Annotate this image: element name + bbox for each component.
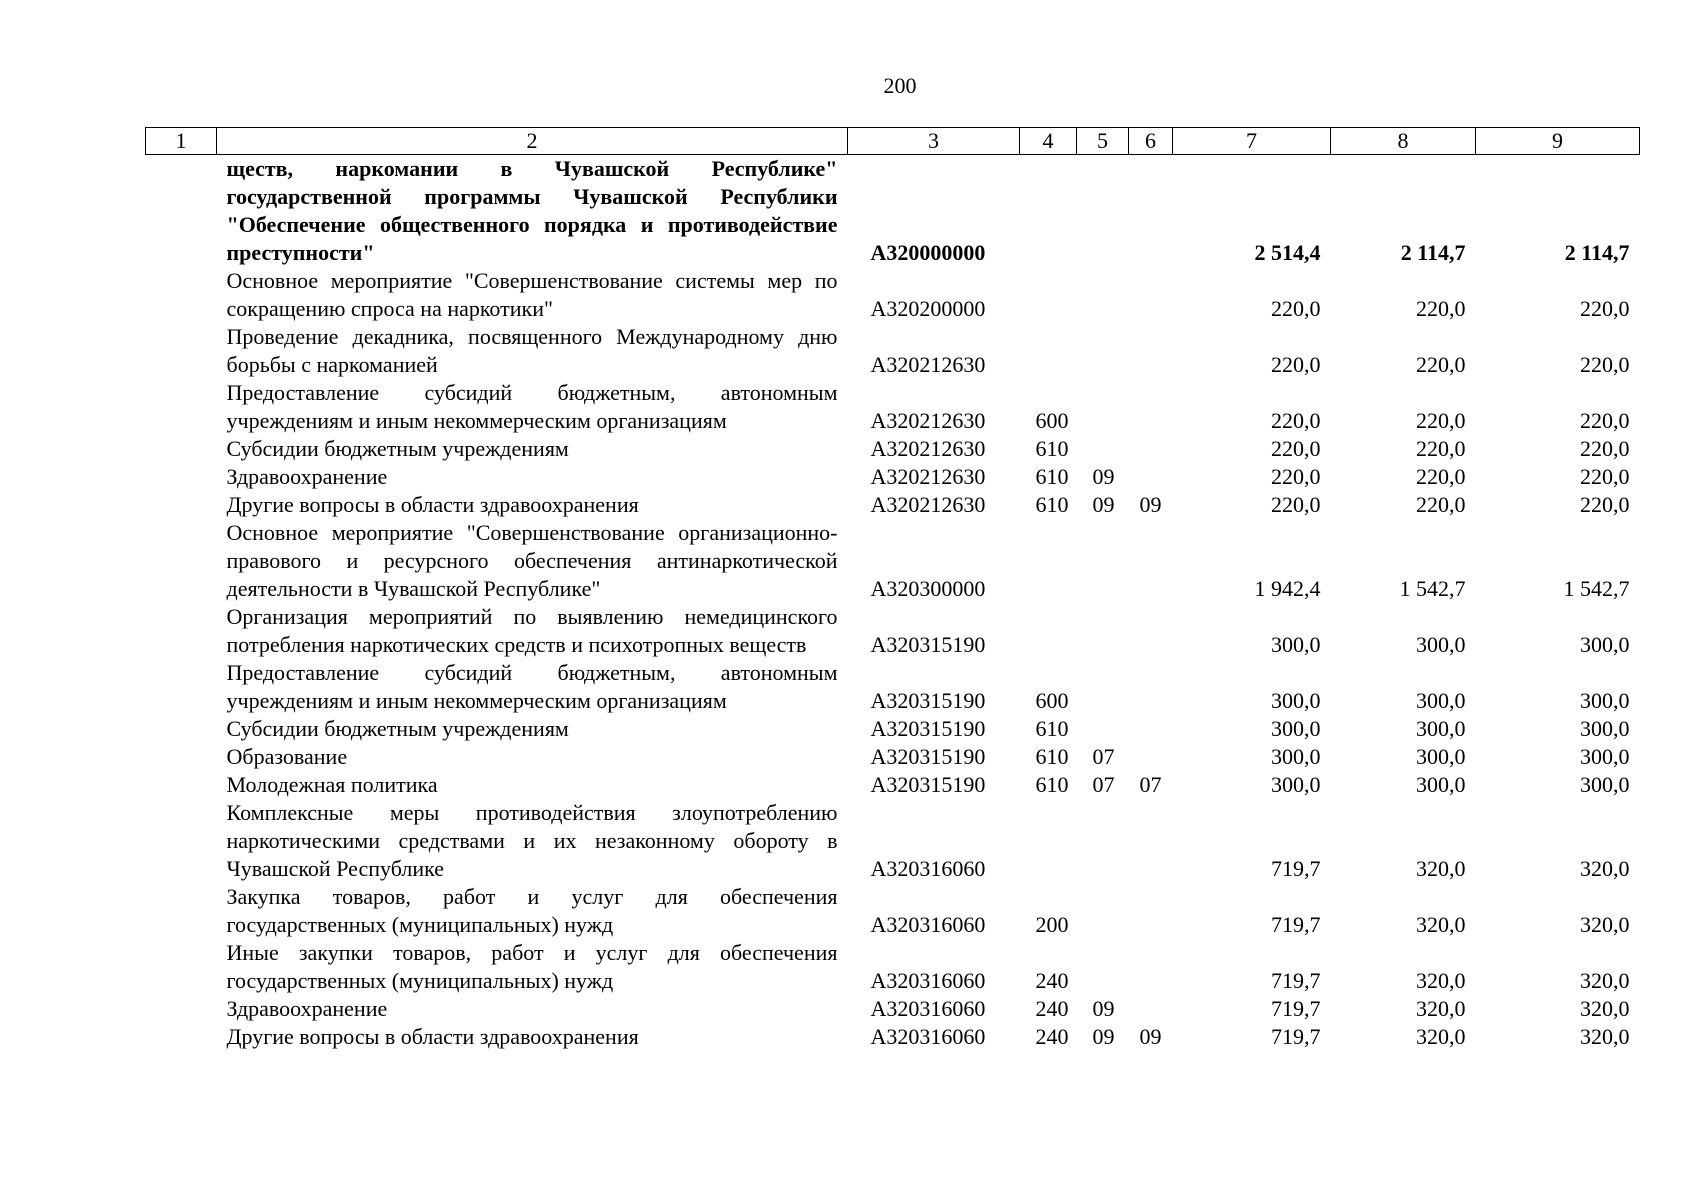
row-value-3: 220,0 xyxy=(1580,408,1630,433)
row-name: Предоставление субсидий бюджетным, автономным учреждениям и иным некоммерческим организациям xyxy=(226,660,838,713)
row-value-3: 220,0 xyxy=(1580,352,1630,377)
column-header-1: 1 xyxy=(146,128,217,155)
row-pr xyxy=(1129,155,1173,268)
table-row xyxy=(146,155,1640,268)
row-value-3: 300,0 xyxy=(1580,772,1630,797)
row-rz xyxy=(1077,267,1129,323)
table-row xyxy=(146,519,1640,603)
row-value-2: 320,0 xyxy=(1416,856,1466,881)
budget-table xyxy=(145,127,1640,1051)
row-value-1: 300,0 xyxy=(1271,688,1321,713)
row-value-3: 220,0 xyxy=(1580,436,1630,461)
table-row xyxy=(146,743,1640,771)
row-pr xyxy=(1129,883,1173,939)
blank-cell xyxy=(146,435,217,463)
row-rz xyxy=(1077,379,1129,435)
column-header-2: 2 xyxy=(217,128,848,155)
column-header-5: 5 xyxy=(1077,128,1129,155)
row-code: А320200000 xyxy=(870,296,986,321)
row-value-1: 220,0 xyxy=(1271,464,1321,489)
row-vr xyxy=(1020,603,1077,659)
row-vr: 600 xyxy=(1035,688,1069,713)
row-rz: 09 xyxy=(1092,464,1115,489)
table-row xyxy=(146,939,1640,995)
row-code: А320316060 xyxy=(870,1024,986,1049)
row-value-2: 320,0 xyxy=(1416,968,1466,993)
row-code: А320315190 xyxy=(870,744,986,769)
row-code: А320316060 xyxy=(870,968,986,993)
row-rz xyxy=(1077,323,1129,379)
row-rz: 09 xyxy=(1092,996,1115,1021)
row-vr: 610 xyxy=(1035,436,1069,461)
row-pr xyxy=(1129,379,1173,435)
row-value-1: 300,0 xyxy=(1271,744,1321,769)
row-value-2: 300,0 xyxy=(1416,688,1466,713)
row-value-1: 220,0 xyxy=(1271,436,1321,461)
blank-cell xyxy=(146,155,217,268)
table-row xyxy=(146,267,1640,323)
row-vr xyxy=(1020,323,1077,379)
row-name: ществ, наркомании в Чувашской Республике" государственной программы Чувашской Республики "Обеспечение общественного порядка и противодействие преступности" xyxy=(226,156,838,265)
row-pr xyxy=(1129,435,1173,463)
row-code: А320316060 xyxy=(870,856,986,881)
row-code: А320212630 xyxy=(870,436,986,461)
row-value-1: 300,0 xyxy=(1271,716,1321,741)
row-value-1: 719,7 xyxy=(1271,856,1321,881)
row-code: А320316060 xyxy=(870,996,986,1021)
column-header-6: 6 xyxy=(1129,128,1173,155)
blank-cell xyxy=(146,771,217,799)
row-value-2: 220,0 xyxy=(1416,296,1466,321)
row-value-3: 300,0 xyxy=(1580,632,1630,657)
row-value-3: 300,0 xyxy=(1580,688,1630,713)
row-value-3: 220,0 xyxy=(1580,464,1630,489)
row-name: Основное мероприятие "Совершенствование системы мер по сокращению спроса на наркотики" xyxy=(226,268,838,321)
row-name: Закупка товаров, работ и услуг для обеспечения государственных (муниципальных) нужд xyxy=(226,884,838,937)
row-rz xyxy=(1077,939,1129,995)
row-vr: 610 xyxy=(1035,492,1069,517)
row-rz xyxy=(1077,155,1129,268)
blank-cell xyxy=(146,519,217,603)
table-row xyxy=(146,491,1640,519)
row-value-2: 300,0 xyxy=(1416,716,1466,741)
row-name: Основное мероприятие "Совершенствование организационно-правового и ресурсного обеспечения антинаркотической деятельности в Чувашской Республике" xyxy=(226,520,838,601)
row-value-3: 320,0 xyxy=(1580,1024,1630,1049)
table-row xyxy=(146,379,1640,435)
row-pr xyxy=(1129,939,1173,995)
row-name: Субсидии бюджетным учреждениям xyxy=(226,436,569,461)
row-code: А320212630 xyxy=(870,352,986,377)
column-header-9: 9 xyxy=(1476,128,1640,155)
blank-cell xyxy=(146,267,217,323)
row-value-2: 220,0 xyxy=(1416,436,1466,461)
row-value-3: 1 542,7 xyxy=(1563,576,1630,601)
row-value-2: 300,0 xyxy=(1416,632,1466,657)
row-vr xyxy=(1020,267,1077,323)
blank-cell xyxy=(146,883,217,939)
row-rz xyxy=(1077,883,1129,939)
blank-cell xyxy=(146,659,217,715)
row-value-3: 320,0 xyxy=(1580,912,1630,937)
row-rz xyxy=(1077,659,1129,715)
row-pr xyxy=(1129,519,1173,603)
row-pr xyxy=(1129,715,1173,743)
blank-cell xyxy=(146,491,217,519)
page-number: 200 xyxy=(883,73,917,98)
row-value-1: 2 514,4 xyxy=(1254,240,1321,265)
row-name: Другие вопросы в области здравоохранения xyxy=(226,492,639,517)
row-name: Организация мероприятий по выявлению немедицинского потребления наркотических средств и психотропных веществ xyxy=(226,604,838,657)
row-vr: 240 xyxy=(1035,968,1069,993)
row-code: А320000000 xyxy=(870,240,986,265)
row-name: Предоставление субсидий бюджетным, автономным учреждениям и иным некоммерческим организациям xyxy=(226,380,838,433)
table-header xyxy=(146,128,1640,155)
row-pr xyxy=(1129,323,1173,379)
blank-cell xyxy=(146,379,217,435)
table-row xyxy=(146,715,1640,743)
row-value-3: 320,0 xyxy=(1580,856,1630,881)
row-pr: 07 xyxy=(1139,772,1162,797)
table-row xyxy=(146,435,1640,463)
row-value-2: 320,0 xyxy=(1416,996,1466,1021)
row-name: Субсидии бюджетным учреждениям xyxy=(226,716,569,741)
row-code: А320300000 xyxy=(870,576,986,601)
row-value-1: 719,7 xyxy=(1271,968,1321,993)
row-name: Здравоохранение xyxy=(226,996,388,1021)
row-value-2: 1 542,7 xyxy=(1399,576,1466,601)
row-pr: 09 xyxy=(1139,1024,1162,1049)
row-value-1: 220,0 xyxy=(1271,352,1321,377)
row-rz: 07 xyxy=(1092,772,1115,797)
row-code: А320315190 xyxy=(870,716,986,741)
row-value-3: 300,0 xyxy=(1580,744,1630,769)
blank-cell xyxy=(146,323,217,379)
row-value-2: 320,0 xyxy=(1416,912,1466,937)
row-rz: 09 xyxy=(1092,1024,1115,1049)
row-rz: 09 xyxy=(1092,492,1115,517)
row-code: А320212630 xyxy=(870,464,986,489)
row-pr xyxy=(1129,267,1173,323)
blank-cell xyxy=(146,463,217,491)
row-value-2: 300,0 xyxy=(1416,772,1466,797)
row-vr: 600 xyxy=(1035,408,1069,433)
row-value-2: 220,0 xyxy=(1416,464,1466,489)
row-code: А320212630 xyxy=(870,492,986,517)
row-pr xyxy=(1129,799,1173,883)
row-vr: 610 xyxy=(1035,716,1069,741)
row-rz xyxy=(1077,603,1129,659)
row-value-1: 719,7 xyxy=(1271,912,1321,937)
row-value-3: 320,0 xyxy=(1580,996,1630,1021)
row-name: Образование xyxy=(226,744,348,769)
table-row xyxy=(146,659,1640,715)
table-row xyxy=(146,771,1640,799)
row-value-2: 220,0 xyxy=(1416,408,1466,433)
row-name: Молодежная политика xyxy=(226,772,438,797)
row-value-3: 220,0 xyxy=(1580,296,1630,321)
row-value-2: 220,0 xyxy=(1416,492,1466,517)
row-code: А320316060 xyxy=(870,912,986,937)
row-value-1: 300,0 xyxy=(1271,772,1321,797)
row-value-3: 220,0 xyxy=(1580,492,1630,517)
row-code: А320212630 xyxy=(870,408,986,433)
row-value-2: 320,0 xyxy=(1416,1024,1466,1049)
row-value-3: 2 114,7 xyxy=(1564,240,1630,265)
table-row xyxy=(146,995,1640,1023)
row-value-2: 300,0 xyxy=(1416,744,1466,769)
row-vr: 610 xyxy=(1035,464,1069,489)
row-code: А320315190 xyxy=(870,632,986,657)
blank-cell xyxy=(146,1023,217,1051)
row-code: А320315190 xyxy=(870,688,986,713)
row-rz xyxy=(1077,519,1129,603)
table-body xyxy=(146,155,1640,1052)
row-pr xyxy=(1129,603,1173,659)
row-name: Иные закупки товаров, работ и услуг для обеспечения государственных (муниципальных) нужд xyxy=(226,940,838,993)
row-rz: 07 xyxy=(1092,744,1115,769)
column-header-8: 8 xyxy=(1331,128,1476,155)
row-vr xyxy=(1020,519,1077,603)
blank-cell xyxy=(146,939,217,995)
table-row xyxy=(146,463,1640,491)
row-vr xyxy=(1020,155,1077,268)
row-pr xyxy=(1129,995,1173,1023)
row-value-1: 300,0 xyxy=(1271,632,1321,657)
row-value-1: 220,0 xyxy=(1271,492,1321,517)
row-vr: 610 xyxy=(1035,744,1069,769)
row-pr xyxy=(1129,463,1173,491)
blank-cell xyxy=(146,715,217,743)
row-pr xyxy=(1129,743,1173,771)
row-vr: 240 xyxy=(1035,996,1069,1021)
row-vr: 200 xyxy=(1035,912,1069,937)
row-vr: 610 xyxy=(1035,772,1069,797)
row-value-1: 719,7 xyxy=(1271,996,1321,1021)
row-rz xyxy=(1077,435,1129,463)
table-row xyxy=(146,603,1640,659)
column-header-4: 4 xyxy=(1020,128,1077,155)
row-rz xyxy=(1077,715,1129,743)
blank-cell xyxy=(146,799,217,883)
table-row xyxy=(146,1023,1640,1051)
table-row xyxy=(146,799,1640,883)
row-name: Здравоохранение xyxy=(226,464,388,489)
row-vr: 240 xyxy=(1035,1024,1069,1049)
header-row xyxy=(146,128,1640,155)
blank-cell xyxy=(146,743,217,771)
row-pr xyxy=(1129,659,1173,715)
row-name: Комплексные меры противодействия злоупотреблению наркотическими средствами и их незаконному обороту в Чувашской Республике xyxy=(226,800,838,881)
row-value-3: 320,0 xyxy=(1580,968,1630,993)
row-name: Проведение декадника, посвященного Международному дню борьбы с наркоманией xyxy=(226,324,838,377)
table-row xyxy=(146,883,1640,939)
row-name: Другие вопросы в области здравоохранения xyxy=(226,1024,639,1049)
blank-cell xyxy=(146,995,217,1023)
row-value-2: 2 114,7 xyxy=(1400,240,1466,265)
row-value-1: 220,0 xyxy=(1271,408,1321,433)
row-value-2: 220,0 xyxy=(1416,352,1466,377)
row-vr xyxy=(1020,799,1077,883)
row-value-1: 719,7 xyxy=(1271,1024,1321,1049)
column-header-3: 3 xyxy=(848,128,1020,155)
row-code: А320315190 xyxy=(870,772,986,797)
blank-cell xyxy=(146,603,217,659)
row-value-1: 1 942,4 xyxy=(1254,576,1321,601)
row-rz xyxy=(1077,799,1129,883)
table-row xyxy=(146,323,1640,379)
row-value-1: 220,0 xyxy=(1271,296,1321,321)
row-pr: 09 xyxy=(1139,492,1162,517)
column-header-7: 7 xyxy=(1173,128,1331,155)
row-value-3: 300,0 xyxy=(1580,716,1630,741)
